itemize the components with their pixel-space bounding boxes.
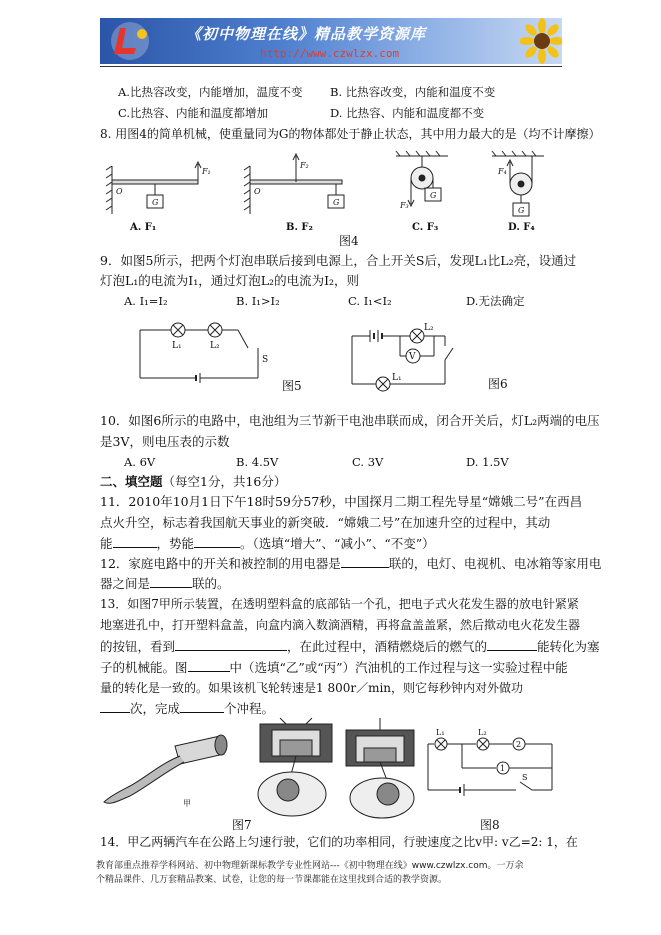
figure-5-caption: 图5 xyxy=(282,379,302,393)
q10-option-c: C. 3V xyxy=(352,455,384,469)
q8-fig-label-a: A. F₁ xyxy=(130,222,157,233)
q11-line3-part-a: 能 xyxy=(100,536,113,551)
q8-force-label-4: F₄ xyxy=(498,167,507,176)
q13-line5: 量的转化是一致的。如果该机飞轮转速是1 800r／min，则它每秒钟内对外做功 xyxy=(100,681,524,695)
q9-stem-line1: 9．如图5所示，把两个灯泡串联后接到电源上，合上开关S后，发现L₁比L₂亮，设通过 xyxy=(100,253,577,268)
header-rule xyxy=(100,66,562,67)
section2-title: 二、填空题 xyxy=(100,474,163,489)
logo-icon xyxy=(102,20,162,62)
q8-force-label-3: F₃ xyxy=(400,201,409,210)
q8-weight-label-c: G xyxy=(430,191,437,200)
q11-line1: 11．2010年10月1日下午18时59分57秒，中国探月二期工程先导星“嫦娥二号”在西昌 xyxy=(100,494,583,509)
fig8-label-l2: L₂ xyxy=(478,728,487,737)
q10-option-a: A. 6V xyxy=(124,455,156,469)
header-title: 《初中物理在线》精品教学资源库 xyxy=(186,25,427,43)
q8-fig-label-c: C. F₃ xyxy=(412,222,439,233)
sunflower-icon xyxy=(520,18,562,64)
q13-line4 xyxy=(100,659,568,676)
fig8-label-2: 2 xyxy=(516,740,522,749)
figure-6-caption: 图6 xyxy=(488,377,508,391)
q8-force-label-2: F₂ xyxy=(300,161,309,170)
q12-blank-2[interactable] xyxy=(150,575,192,588)
q12-line2-part-b: 联的。 xyxy=(192,576,230,591)
q7-option-a: A.比热容改变，内能增加，温度不变 xyxy=(118,85,303,99)
q7-option-d: D. 比热容、内能和温度都不变 xyxy=(330,106,485,120)
fig6-label-v: V xyxy=(409,352,416,362)
q13-line1: 13．如图7甲所示装置，在透明塑料盒的底部钻一个孔，把电子式火花发生器的放电针紧紧 xyxy=(100,597,579,611)
q13-blank-4[interactable] xyxy=(100,700,130,713)
q8-pivot-label-b: O xyxy=(254,187,261,196)
q12-line2 xyxy=(100,575,230,592)
q13-line3 xyxy=(100,638,600,655)
q13-line6-part-a: 次，完成 xyxy=(130,701,181,716)
q11-line2: 点火升空，标志着我国航天事业的新突破．“嫦娥二号”在加速升空的过程中，其动 xyxy=(100,515,551,530)
footer-line1: 教育部重点推荐学科网站、初中物理新课标教学专业性网站---《初中物理在线》www.czwlzx.com。一万余 xyxy=(96,861,524,871)
q13-line3-part-a: 的按钮，看到 xyxy=(100,639,176,654)
q9-option-c: C. I₁<I₂ xyxy=(348,294,392,308)
q8-weight-label-d: G xyxy=(518,206,525,215)
figure-7 xyxy=(100,716,420,820)
q12-line1-part-b: 联的，电灯、电视机、电冰箱等家用电 xyxy=(388,556,602,571)
q8-force-label-1: F₁ xyxy=(202,167,211,176)
figure-7-caption: 图7 xyxy=(232,818,252,832)
q8-fig-label-b: B. F₂ xyxy=(286,222,313,233)
fig5-label-s: S xyxy=(262,355,269,365)
figure-4 xyxy=(100,148,570,248)
section2-note: （每空1分，共16分） xyxy=(162,474,287,489)
q13-line3-part-c: 能转化为塞 xyxy=(537,639,600,654)
fig6-label-l2: L₂ xyxy=(424,323,434,333)
q11-line3-part-c: 。（选填“增大”、“减小”、“不变”） xyxy=(240,536,435,551)
fig8-label-l1: L₁ xyxy=(436,728,445,737)
q12-blank-1[interactable] xyxy=(341,555,389,568)
q10-stem-line2: 是3V，则电压表的示数 xyxy=(100,434,230,449)
q13-blank-5[interactable] xyxy=(180,700,224,713)
q8-pivot-label-a: O xyxy=(116,187,123,196)
q11-blank-2[interactable] xyxy=(194,535,240,548)
footer-line2: 个精品课件、几万套精品教案、试卷，让您的每一节课都能在这里找到合适的教学资源。 xyxy=(96,875,448,885)
q10-option-b: B. 4.5V xyxy=(236,455,279,469)
q7-option-b: B. 比热容改变，内能和温度不变 xyxy=(330,85,496,99)
q13-line3-part-b: ，在此过程中，酒精燃烧后的燃气的 xyxy=(287,639,488,654)
q12-line1 xyxy=(100,555,601,572)
fig5-label-l2: L₂ xyxy=(210,341,220,351)
section2-heading xyxy=(100,474,286,490)
q8-stem: 8. 用图4的简单机械，使重量同为G的物体都处于静止状态，其中用力最大的是（均不计摩擦） xyxy=(100,127,601,141)
header-url[interactable]: http://www.czwlzx.com xyxy=(260,47,400,60)
figure-5 xyxy=(138,318,278,388)
q13-blank-1[interactable] xyxy=(175,638,287,651)
header-banner xyxy=(100,18,562,64)
q10-stem-line1: 10．如图6所示的电路中，电池组为三节新干电池串联而成，闭合开关后，灯L₂两端的电压 xyxy=(100,413,600,428)
fig5-label-l1: L₁ xyxy=(172,341,182,351)
q11-line3-part-b: ，势能 xyxy=(156,536,195,551)
q14-line1: 14．甲乙两辆汽车在公路上匀速行驶，它们的功率相同，行驶速度之比v甲: v乙=2: 1，在 xyxy=(100,835,578,849)
fig8-label-1: 1 xyxy=(500,764,506,773)
q10-option-d: D. 1.5V xyxy=(466,455,509,469)
q8-fig-label-d: D. F₄ xyxy=(508,222,535,233)
q13-line6-part-b: 个冲程。 xyxy=(224,701,275,716)
figure-8 xyxy=(424,728,564,800)
fig7-label-jia: 甲 xyxy=(183,799,191,808)
fig6-label-l1: L₁ xyxy=(392,373,402,383)
q13-line4-part-a: 子的机械能。图 xyxy=(100,660,188,675)
q9-option-a: A. I₁=I₂ xyxy=(124,294,168,308)
q11-line3 xyxy=(100,535,435,552)
q7-option-c: C.比热容、内能和温度都增加 xyxy=(118,106,269,120)
q13-line2: 地塞进孔中，打开塑料盒盖，向盒内滴入数滴酒精，再将盒盖盖紧，然后揿动电火花发生器 xyxy=(100,618,581,632)
q9-option-b: B. I₁>I₂ xyxy=(236,294,280,308)
q13-blank-2[interactable] xyxy=(487,638,537,651)
q11-blank-1[interactable] xyxy=(113,535,157,548)
fig8-label-s: S xyxy=(522,773,528,782)
q9-option-d: D.无法确定 xyxy=(466,294,525,308)
q13-line4-part-b: 中（选填“乙”或“丙”）汽油机的工作过程与这一实验过程中能 xyxy=(229,660,568,675)
q9-stem-line2: 灯泡L₁的电流为I₁，通过灯泡L₂的电流为I₂，则 xyxy=(100,273,360,288)
figure-4-caption: 图4 xyxy=(339,234,359,248)
figure-8-caption: 图8 xyxy=(480,818,500,832)
q12-line2-part-a: 器之间是 xyxy=(100,576,151,591)
q8-weight-label-b: G xyxy=(333,198,340,207)
q8-weight-label-a: G xyxy=(152,198,159,207)
q13-blank-3[interactable] xyxy=(188,659,230,672)
q13-line6 xyxy=(100,700,274,717)
q12-line1-part-a: 12．家庭电路中的开关和被控制的用电器是 xyxy=(100,556,341,571)
figure-6 xyxy=(350,318,475,398)
